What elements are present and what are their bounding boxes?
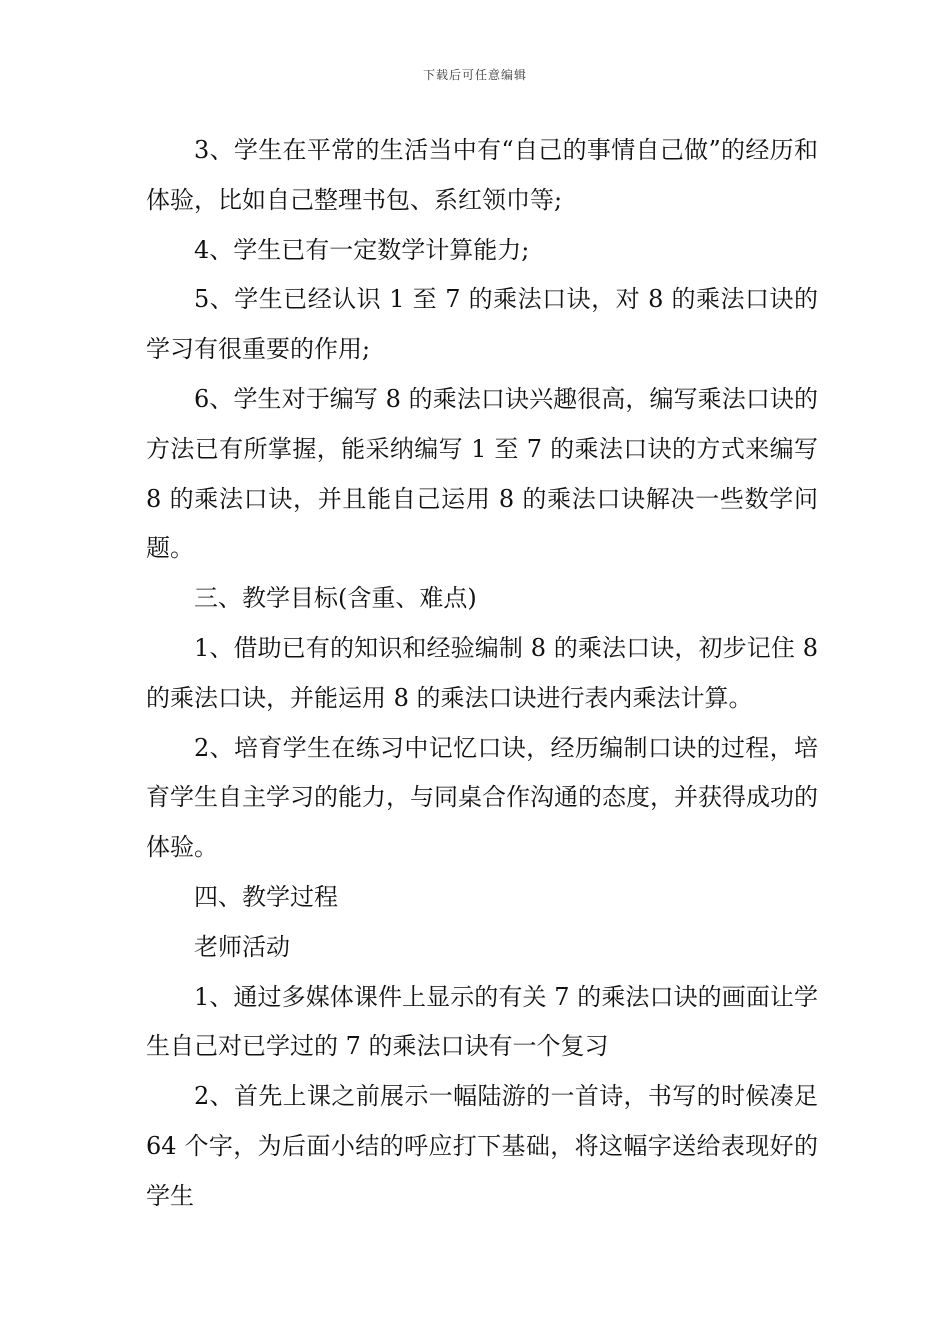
paragraph-4: 6、学生对于编写 8 的乘法口诀兴趣很高，编写乘法口诀的方法已有所掌握，能采纳编写 1 至 7 的乘法口诀的方式来编写 8 的乘法口诀，并且能自己运用 8 的乘法口诀解决一些数学问题。 [146, 384, 818, 563]
page-header: 下载后可任意编辑 [422, 68, 527, 82]
paragraph-2: 4、学生已有一定数学计算能力; [194, 235, 530, 264]
document-body [146, 126, 818, 1222]
paragraph-7: 1、通过多媒体课件上显示的有关 7 的乘法口诀的画面让学生自己对已学过的 7 的乘法口诀有一个复习 [146, 982, 818, 1061]
section-heading-teaching-process: 四、教学过程 [194, 882, 338, 911]
subheading-teacher-activity: 老师活动 [194, 932, 290, 961]
paragraph-8: 2、首先上课之前展示一幅陆游的一首诗，书写的时候凑足 64 个字，为后面小结的呼应打下基础，将这幅字送给表现好的学生 [146, 1082, 818, 1210]
paragraph-6: 2、培育学生在练习中记忆口诀，经历编制口诀的过程，培育学生自主学习的能力，与同桌合作沟通的态度，并获得成功的体验。 [146, 733, 818, 862]
paragraph-5: 1、借助已有的知识和经验编制 8 的乘法口诀，初步记住 8 的乘法口诀，并能运用 8 的乘法口诀进行表内乘法计算。 [146, 633, 818, 712]
section-heading-teaching-goals: 三、教学目标(含重、难点) [194, 584, 477, 613]
paragraph-3: 5、学生已经认识 1 至 7 的乘法口诀，对 8 的乘法口诀的学习有很重要的作用; [146, 285, 818, 364]
paragraph-1: 3、学生在平常的生活当中有“自己的事情自己做”的经历和体验，比如自己整理书包、系红领巾等; [146, 136, 818, 214]
